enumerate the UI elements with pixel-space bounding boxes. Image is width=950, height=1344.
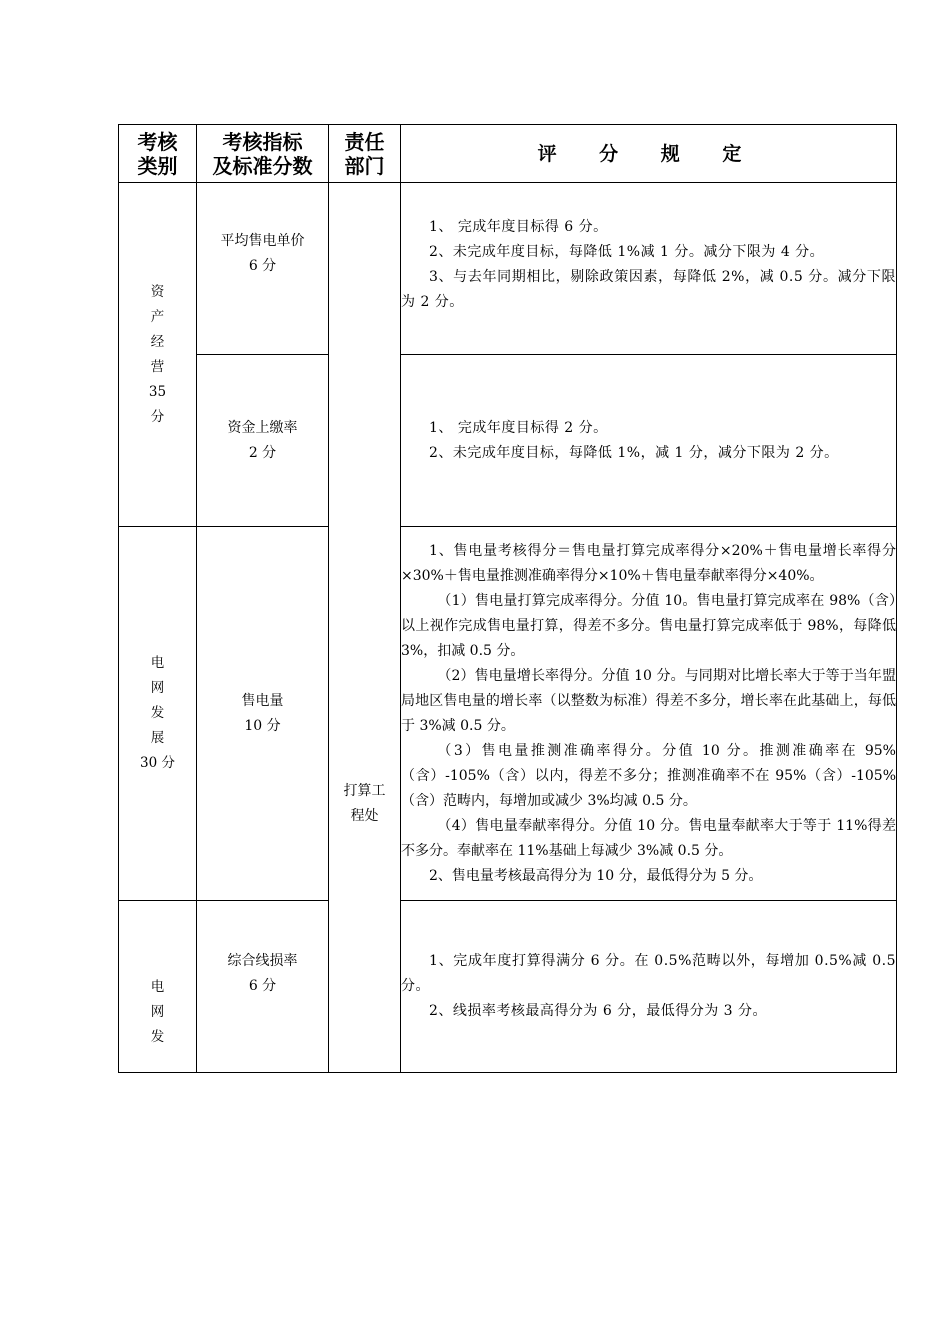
table-row bbox=[119, 355, 897, 527]
header-indicator: 考核指标 及标准分数 bbox=[197, 125, 329, 183]
department-cell: 打算工 程处 bbox=[329, 183, 401, 1073]
rules-cell: 1、售电量考核得分＝售电量打算完成率得分×20%＋售电量增长率得分×30%＋售电量推测准确率得分×10%＋售电量奉献率得分×40%。 （1）售电量打算完成率得分。分值 10。售电量打算完成率在 98%（含）以上视作完成售电量打算，得差不多分。售电量打算完成率低于 98%，每降低 3%，扣减 0.5 分。 （2）售电量增长率得分。分值 10 分。与同期对比增长率大于等于当年盟局地区售电量的增长率（以整数为标准）得差不多分，增长率在此基础上，每低于 3%减 0.5 分。 （3）售电量推测准确率得分。分值 10 分。推测准确率在 95%（含）-105%（含）以内，得差不多分；推测准确率不在 95%（含）-105%（含）范畴内，每增加或减少 3%均减 0.5 分。 （4）售电量奉献率得分。分值 10 分。售电量奉献率大于等于 11%得差不多分。奉献率在 11%基础上每减少 3%减 0.5 分。 2、售电量考核最高得分为 10 分，最低得分为 5 分。 bbox=[401, 527, 897, 901]
rules-cell: 1、 完成年度目标得 6 分。 2、未完成年度目标，每降低 1%减 1 分。减分下限为 4 分。 3、与去年同期相比，剔除政策因素，每降低 2%，减 0.5 分。减分下限为 2 分。 bbox=[401, 183, 897, 355]
table-row bbox=[119, 901, 897, 1073]
category-grid-continued: 电 网 发 bbox=[119, 901, 197, 1073]
header-row bbox=[119, 125, 897, 183]
category-asset: 资 产 经 营 35 分 bbox=[119, 183, 197, 527]
rules-cell: 1、完成年度打算得满分 6 分。在 0.5%范畴以外，每增加 0.5%减 0.5 分。 2、线损率考核最高得分为 6 分，最低得分为 3 分。 bbox=[401, 901, 897, 1073]
indicator-cell: 售电量 10 分 bbox=[197, 527, 329, 901]
indicator-cell: 资金上缴率 2 分 bbox=[197, 355, 329, 527]
indicator-cell: 综合线损率 6 分 bbox=[197, 901, 329, 1073]
category-grid: 电 网 发 展 30 分 bbox=[119, 527, 197, 901]
indicator-cell: 平均售电单价 6 分 bbox=[197, 183, 329, 355]
header-rules: 评 分 规 定 bbox=[401, 125, 897, 183]
table-row bbox=[119, 183, 897, 355]
assessment-table bbox=[118, 124, 897, 1073]
table-row bbox=[119, 527, 897, 901]
rules-cell: 1、 完成年度目标得 2 分。 2、未完成年度目标，每降低 1%，减 1 分，减分下限为 2 分。 bbox=[401, 355, 897, 527]
header-department: 责任 部门 bbox=[329, 125, 401, 183]
header-category: 考核 类别 bbox=[119, 125, 197, 183]
